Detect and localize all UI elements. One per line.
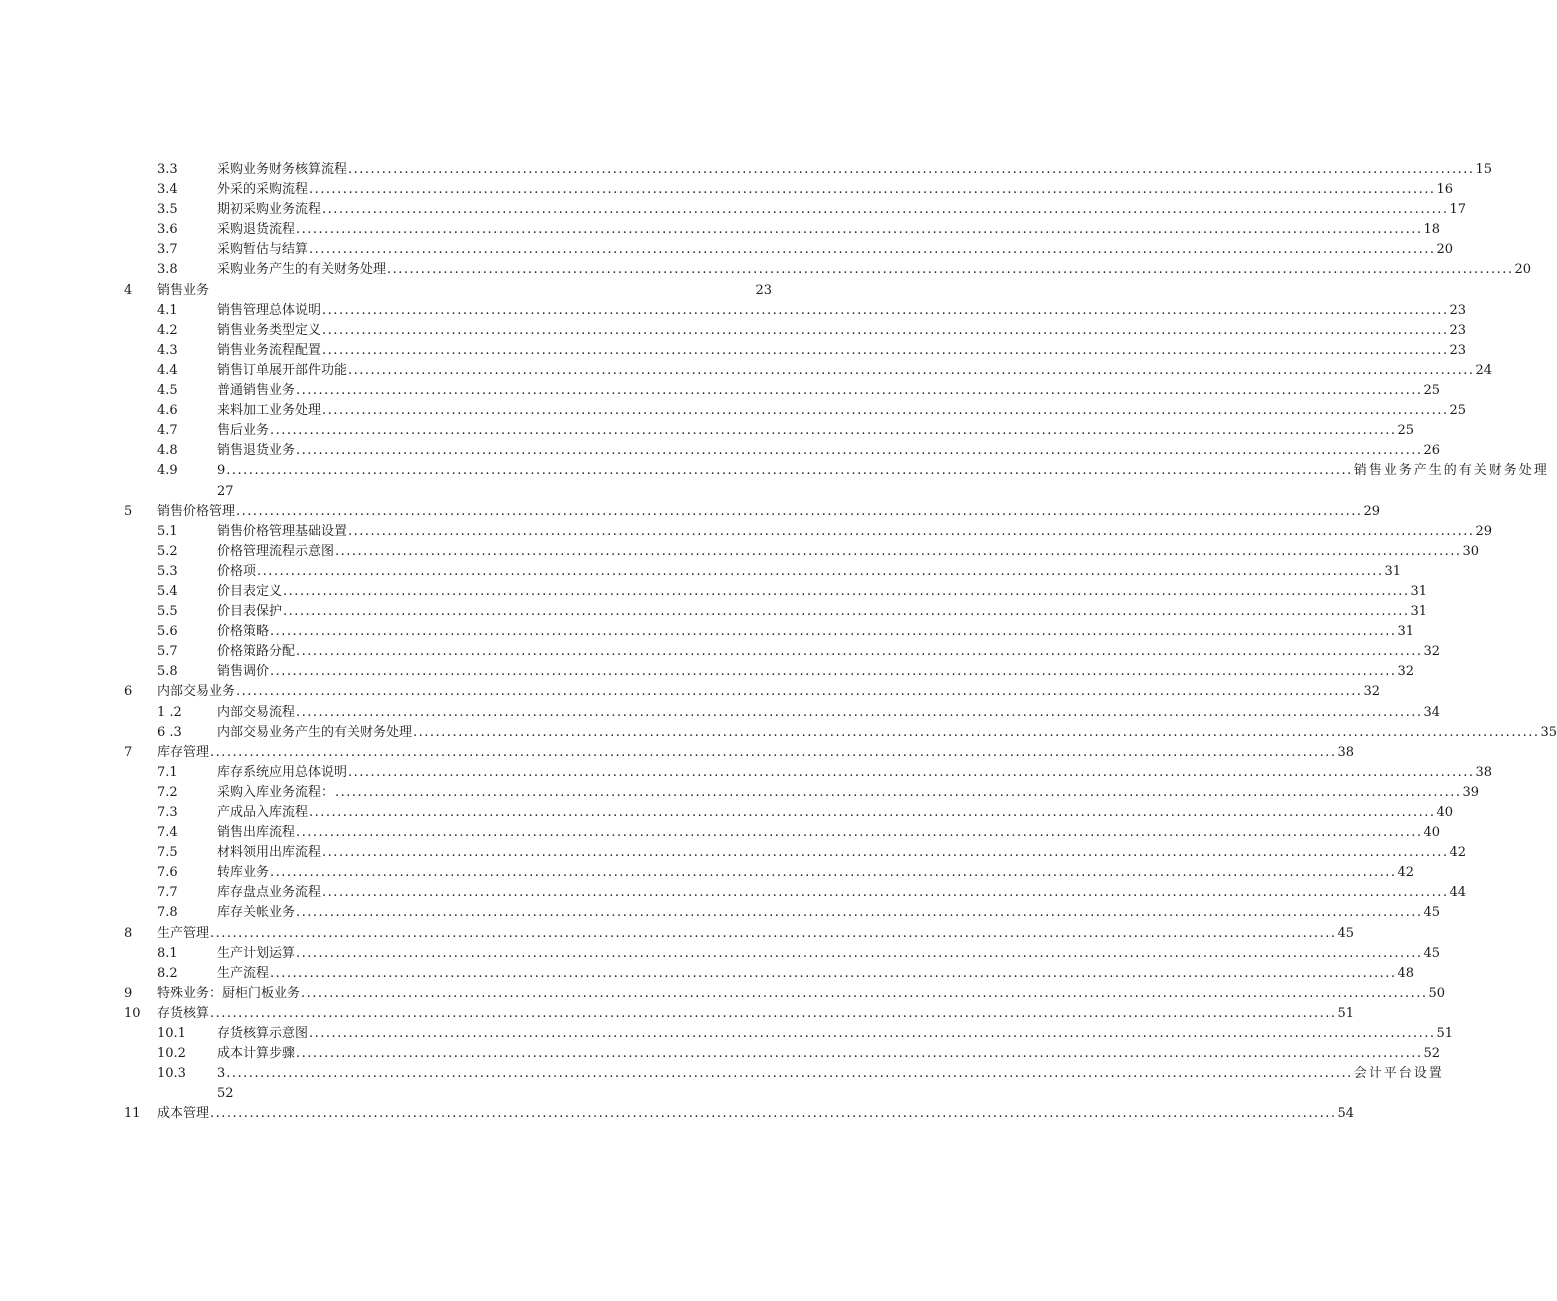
- toc-dot-leader: ........................................................................................................................................................................................................: [270, 965, 1397, 981]
- toc-dot-leader: ........................................................................................................................................................................................................: [296, 383, 1423, 399]
- toc-dot-leader: ........................................................................................................................................................................................................: [309, 182, 1436, 198]
- toc-dot-leader: ........................................................................................................................................................................................................: [309, 242, 1436, 258]
- table-of-contents: [0, 160, 1557, 1125]
- toc-entry-page: 23: [1449, 342, 1467, 358]
- toc-entry-title: 生产管理: [157, 925, 210, 941]
- toc-entry[interactable]: [0, 582, 1428, 602]
- toc-entry-page: 34: [1423, 704, 1441, 720]
- toc-dot-leader: ........................................................................................................................................................................................................: [348, 162, 1475, 177]
- toc-dot-leader: ........................................................................................................................................................................................................: [301, 985, 1428, 1001]
- toc-entry-number: 7.3: [157, 805, 178, 820]
- toc-entry-number: 7.2: [157, 784, 178, 800]
- toc-entry-page: 38: [1475, 764, 1493, 780]
- toc-dot-leader: ........................................................................................................................................................................................................: [309, 1026, 1436, 1042]
- toc-entry-title: 外采的采购流程: [217, 182, 309, 198]
- toc-entry-title: 产成品入库流程: [217, 805, 309, 820]
- toc-entry-title: 销售业务流程配置: [217, 342, 322, 358]
- toc-entry-title: 销售业务: [157, 282, 210, 298]
- toc-entry-number: 5: [124, 503, 133, 519]
- toc-entry-title: 内部交易流程: [217, 704, 296, 720]
- toc-entry-number: 5.5: [157, 604, 178, 620]
- toc-entry-page: 32: [1363, 684, 1381, 700]
- toc-dot-leader: ........................................................................................................................................................................................................: [309, 805, 1436, 820]
- toc-entry-number: 10: [124, 1005, 141, 1021]
- toc-entry-number: 7: [124, 744, 133, 760]
- toc-entry-number: 4.8: [157, 443, 178, 459]
- toc-entry-page: 26: [1423, 443, 1441, 459]
- toc-entry-title: 价目表定义: [217, 583, 283, 599]
- toc-entry-number: 3.8: [157, 262, 178, 278]
- toc-entry[interactable]: [0, 723, 1557, 743]
- toc-dot-leader: ........................................................................................................................................................................................................: [348, 523, 1475, 539]
- toc-entry[interactable]: [0, 924, 1355, 944]
- toc-entry-page: 32: [1397, 664, 1415, 680]
- toc-entry[interactable]: [0, 301, 1467, 321]
- toc-dot-leader: ........................................................................................................................................................................................................: [296, 945, 1423, 961]
- toc-dot-leader: ........................................................................................................................................................................................................: [335, 543, 1462, 559]
- toc-entry[interactable]: [0, 421, 1415, 441]
- toc-entry[interactable]: [0, 180, 1454, 200]
- toc-entry-number: 11: [124, 1106, 141, 1122]
- toc-entry-title: 销售价格管理: [157, 503, 236, 519]
- toc-dot-leader: ........................................................................................................................................................................................................: [226, 463, 1353, 479]
- toc-dot-leader: ........................................................................................................................................................................................................: [296, 825, 1423, 841]
- toc-entry-number: 4.9: [157, 463, 178, 479]
- toc-entry-page: 51: [1436, 1026, 1454, 1042]
- toc-dot-leader: ........................................................................................................................................................................................................: [348, 764, 1475, 780]
- toc-entry-number: 7.6: [157, 865, 178, 881]
- toc-entry-title: 价格项: [217, 563, 257, 579]
- toc-entry-number: 4.5: [157, 383, 178, 399]
- toc-dot-leader: ........................................................................................................................................................................................................: [257, 563, 1384, 579]
- toc-entry[interactable]: [0, 160, 1493, 180]
- toc-entry-title: 特殊业务：厨柜门板业务: [157, 985, 301, 1001]
- toc-entry-title: 存货核算: [157, 1005, 210, 1021]
- toc-entry-title: 库存系统应用总体说明: [217, 764, 348, 780]
- toc-entry[interactable]: [0, 220, 1441, 240]
- toc-entry[interactable]: [0, 401, 1467, 421]
- toc-entry-number: 7.4: [157, 825, 178, 841]
- toc-entry[interactable]: [0, 984, 1446, 1004]
- toc-entry[interactable]: [0, 622, 1415, 642]
- toc-dot-leader: ........................................................................................................................................................................................................: [270, 423, 1397, 439]
- toc-entry-title: 库存管理: [157, 744, 210, 760]
- toc-entry[interactable]: [0, 944, 1441, 964]
- toc-entry-title: 库存关帐业务: [217, 905, 296, 921]
- toc-entry[interactable]: [0, 321, 1467, 341]
- toc-entry-page: 40: [1436, 805, 1454, 820]
- toc-entry[interactable]: [0, 803, 1454, 823]
- toc-entry-title: 价目表保护: [217, 604, 283, 620]
- toc-entry-title: 采购业务产生的有关财务处理: [217, 262, 387, 278]
- toc-entry-number: 7.7: [157, 885, 178, 901]
- toc-entry-title: 生产流程: [217, 965, 270, 981]
- toc-entry-number: 8: [124, 925, 133, 941]
- toc-entry[interactable]: [0, 341, 1467, 361]
- toc-entry[interactable]: [0, 602, 1428, 622]
- toc-entry-number: 3.5: [157, 202, 178, 218]
- toc-entry-number: 4: [124, 282, 133, 298]
- toc-entry-title: 采购退货流程: [217, 222, 296, 238]
- toc-entry-page: 48: [1397, 965, 1415, 981]
- toc-entry-title: 价格管理流程示意图: [217, 543, 335, 559]
- toc-entry-number: 10.1: [157, 1026, 186, 1042]
- toc-dot-leader: ........................................................................................................................................................................................................: [322, 845, 1449, 861]
- toc-dot-leader: ........................................................................................................................................................................................................: [322, 342, 1449, 358]
- toc-dot-leader: ........................................................................................................................................................................................................: [270, 664, 1397, 680]
- toc-entry-number: 3.6: [157, 222, 178, 238]
- toc-entry[interactable]: [0, 281, 920, 301]
- toc-entry-title: 成本管理: [157, 1106, 210, 1122]
- toc-entry-title: 会计平台设置: [1353, 1066, 1444, 1082]
- toc-entry-number: 10.2: [157, 1046, 186, 1062]
- toc-entry-title: 采购业务财务核算流程: [217, 162, 348, 177]
- toc-entry-title: 成本计算步骤: [217, 1046, 296, 1062]
- toc-entry-title: 采购暂估与结算: [217, 242, 309, 258]
- toc-dot-leader: ........................................................................................................................................................................................................: [236, 503, 1363, 519]
- toc-entry-page: 38: [1337, 744, 1355, 760]
- toc-dot-leader: ........................................................................................................................................................................................................: [270, 865, 1397, 881]
- toc-entry[interactable]: [0, 903, 1441, 923]
- toc-entry-title: 期初采购业务流程: [217, 202, 322, 218]
- toc-entry-number: 8.2: [157, 965, 178, 981]
- toc-dot-leader: ........................................................................................................................................................................................................: [335, 784, 1462, 800]
- toc-entry-number: 4.6: [157, 403, 178, 419]
- toc-entry-title: 销售业务产生的有关财务处理: [1353, 463, 1549, 479]
- toc-entry[interactable]: [0, 502, 1381, 522]
- toc-entry-title: 内部交易业务产生的有关财务处理: [217, 724, 413, 740]
- toc-entry-title: 价格策略: [217, 624, 270, 640]
- toc-entry-title: 销售退货业务: [217, 443, 296, 459]
- toc-entry-title: 销售调价: [217, 664, 270, 680]
- toc-entry-number: 6 .3: [157, 724, 182, 740]
- toc-entry[interactable]: [0, 562, 1402, 582]
- toc-entry[interactable]: [0, 843, 1467, 863]
- toc-entry[interactable]: [0, 783, 1480, 803]
- toc-entry-page: 20: [1436, 242, 1454, 258]
- toc-dot-leader: ........................................................................................................................................................................................................: [210, 744, 1337, 760]
- toc-entry[interactable]: [0, 763, 1493, 783]
- toc-entry-page: 52: [217, 1086, 234, 1102]
- toc-entry-page: 50: [1428, 985, 1446, 1001]
- toc-entry[interactable]: [0, 1024, 1454, 1044]
- toc-entry[interactable]: [0, 381, 1441, 401]
- toc-entry-number: 5.2: [157, 543, 178, 559]
- toc-entry[interactable]: [0, 260, 1532, 280]
- toc-entry[interactable]: [0, 1104, 1355, 1124]
- toc-entry-title: 转库业务: [217, 865, 270, 881]
- toc-entry-prefix: 9: [217, 463, 226, 479]
- toc-entry-page: 42: [1397, 865, 1415, 881]
- toc-entry[interactable]: [0, 642, 1441, 662]
- toc-entry[interactable]: [0, 361, 1493, 381]
- toc-entry-page: 32: [1423, 644, 1441, 660]
- toc-entry-page: 45: [1337, 925, 1355, 941]
- toc-entry[interactable]: [0, 743, 1355, 763]
- toc-entry-number: 7.1: [157, 764, 178, 780]
- toc-entry[interactable]: [0, 662, 1415, 682]
- toc-entry-page: 23: [755, 282, 772, 298]
- toc-entry-page: 40: [1423, 825, 1441, 841]
- toc-entry[interactable]: [0, 522, 1493, 542]
- toc-entry-page: 27: [217, 483, 234, 499]
- toc-entry-prefix: 3: [217, 1066, 226, 1082]
- toc-entry-number: 4.1: [157, 302, 178, 318]
- toc-entry-title: 内部交易业务: [157, 684, 236, 700]
- toc-entry-page: 17: [1449, 202, 1467, 218]
- toc-entry-number: 7.8: [157, 905, 178, 921]
- toc-entry-page: 31: [1410, 604, 1428, 620]
- toc-dot-leader: ........................................................................................................................................................................................................: [348, 362, 1475, 378]
- toc-dot-leader: ........................................................................................................................................................................................................: [322, 322, 1449, 338]
- toc-entry-number: 5.8: [157, 664, 178, 680]
- toc-entry-page: 20: [1514, 262, 1532, 278]
- toc-dot-leader: ........................................................................................................................................................................................................: [322, 202, 1449, 218]
- toc-entry-page: 29: [1363, 503, 1381, 519]
- toc-entry[interactable]: [0, 542, 1480, 562]
- toc-dot-leader: ........................................................................................................................................................................................................: [296, 222, 1423, 238]
- toc-entry-page: 24: [1475, 362, 1493, 378]
- toc-entry[interactable]: [0, 1004, 1355, 1024]
- toc-dot-leader: ........................................................................................................................................................................................................: [322, 885, 1449, 901]
- toc-dot-leader: ........................................................................................................................................................................................................: [413, 724, 1540, 740]
- toc-entry-page: 30: [1462, 543, 1480, 559]
- toc-entry-page: 39: [1462, 784, 1480, 800]
- toc-entry[interactable]: [0, 1044, 1441, 1064]
- toc-dot-leader: ........................................................................................................................................................................................................: [226, 1066, 1353, 1082]
- toc-dot-leader: ........................................................................................................................................................................................................: [283, 583, 1410, 599]
- toc-entry-page: 51: [1337, 1005, 1355, 1021]
- toc-entry[interactable]: [0, 441, 1441, 461]
- toc-entry[interactable]: [0, 703, 1441, 723]
- toc-entry[interactable]: [0, 883, 1467, 903]
- toc-entry-title: 销售管理总体说明: [217, 302, 322, 318]
- toc-dot-leader: ........................................................................................................................................................................................................: [296, 1046, 1423, 1062]
- toc-entry-page-line: [0, 1084, 920, 1104]
- toc-entry-number: 10.3: [157, 1066, 186, 1082]
- toc-dot-leader: ........................................................................................................................................................................................................: [322, 302, 1449, 318]
- toc-entry-page-line: [0, 482, 920, 502]
- toc-entry-number: 9: [124, 985, 133, 1001]
- toc-entry-number: 3.7: [157, 242, 178, 258]
- toc-dot-leader: ........................................................................................................................................................................................................: [283, 604, 1410, 620]
- toc-entry-number: 3.3: [157, 162, 178, 177]
- toc-entry-title: 销售订单展开部件功能: [217, 362, 348, 378]
- toc-dot-leader: ........................................................................................................................................................................................................: [296, 704, 1423, 720]
- toc-dot-leader: ........................................................................................................................................................................................................: [210, 1106, 1337, 1122]
- toc-entry-title: 生产计划运算: [217, 945, 296, 961]
- toc-dot-leader: ........................................................................................................................................................................................................: [236, 684, 1363, 700]
- toc-entry-page: 35: [1540, 724, 1557, 740]
- toc-entry-number: 6: [124, 684, 133, 700]
- toc-entry[interactable]: [0, 682, 1381, 702]
- toc-entry-number: 7.5: [157, 845, 178, 861]
- toc-dot-leader: ........................................................................................................................................................................................................: [210, 925, 1337, 941]
- toc-dot-leader: ........................................................................................................................................................................................................: [296, 644, 1423, 660]
- toc-entry[interactable]: [0, 461, 1549, 481]
- toc-entry-title: 售后业务: [217, 423, 270, 439]
- toc-dot-leader: ........................................................................................................................................................................................................: [270, 624, 1397, 640]
- toc-entry-page: 25: [1449, 403, 1467, 419]
- toc-entry-number: 5.4: [157, 583, 178, 599]
- toc-entry-number: 8.1: [157, 945, 178, 961]
- toc-entry-page: 29: [1475, 523, 1493, 539]
- toc-entry-number: 4.2: [157, 322, 178, 338]
- toc-entry-title: 存货核算示意图: [217, 1026, 309, 1042]
- toc-entry-title: 销售价格管理基础设置: [217, 523, 348, 539]
- toc-entry-page: 45: [1423, 905, 1441, 921]
- toc-dot-leader: ........................................................................................................................................................................................................: [296, 443, 1423, 459]
- toc-entry-page: 45: [1423, 945, 1441, 961]
- toc-entry-title: 来料加工业务处理: [217, 403, 322, 419]
- toc-entry-number: 4.4: [157, 362, 178, 378]
- toc-entry-page: 31: [1384, 563, 1402, 579]
- toc-entry-page: 18: [1423, 222, 1441, 238]
- toc-entry[interactable]: [0, 863, 1415, 883]
- toc-entry-number: 5.1: [157, 523, 178, 539]
- toc-entry-page: 15: [1475, 162, 1493, 177]
- toc-dot-leader: ........................................................................................................................................................................................................: [387, 262, 1514, 278]
- toc-entry-number: 4.7: [157, 423, 178, 439]
- toc-entry-page: 23: [1449, 302, 1467, 318]
- toc-entry-page: 31: [1397, 624, 1415, 640]
- toc-dot-leader: ........................................................................................................................................................................................................: [210, 1005, 1337, 1021]
- toc-entry-number: 5.3: [157, 563, 178, 579]
- toc-entry[interactable]: [0, 240, 1454, 260]
- toc-entry-title: 销售出库流程: [217, 825, 296, 841]
- toc-entry-number: 5.7: [157, 644, 178, 660]
- toc-entry-title: 库存盘点业务流程: [217, 885, 322, 901]
- toc-entry-title: 销售业务类型定义: [217, 322, 322, 338]
- toc-entry-page: 42: [1449, 845, 1467, 861]
- toc-entry-title: 采购入库业务流程：: [217, 784, 335, 800]
- toc-entry-page: 25: [1423, 383, 1441, 399]
- toc-entry[interactable]: [0, 200, 1467, 220]
- toc-entry-page: 31: [1410, 583, 1428, 599]
- toc-entry-page: 54: [1337, 1106, 1355, 1122]
- toc-entry-page: 23: [1449, 322, 1467, 338]
- toc-entry-page: 44: [1449, 885, 1467, 901]
- toc-dot-leader: ........................................................................................................................................................................................................: [322, 403, 1449, 419]
- toc-entry-page: 25: [1397, 423, 1415, 439]
- toc-entry[interactable]: [0, 1064, 1444, 1084]
- toc-entry-page: 52: [1423, 1046, 1441, 1062]
- toc-entry-title: 普通销售业务: [217, 383, 296, 399]
- toc-dot-leader: ........................................................................................................................................................................................................: [296, 905, 1423, 921]
- toc-entry-number: 4.3: [157, 342, 178, 358]
- toc-entry-number: 1 .2: [157, 704, 182, 720]
- toc-entry[interactable]: [0, 823, 1441, 843]
- toc-entry[interactable]: [0, 964, 1415, 984]
- toc-entry-number: 3.4: [157, 182, 178, 198]
- toc-entry-page: 16: [1436, 182, 1454, 198]
- toc-entry-number: 5.6: [157, 624, 178, 640]
- toc-entry-title: 材料领用出库流程: [217, 845, 322, 861]
- toc-entry-title: 价格策路分配: [217, 644, 296, 660]
